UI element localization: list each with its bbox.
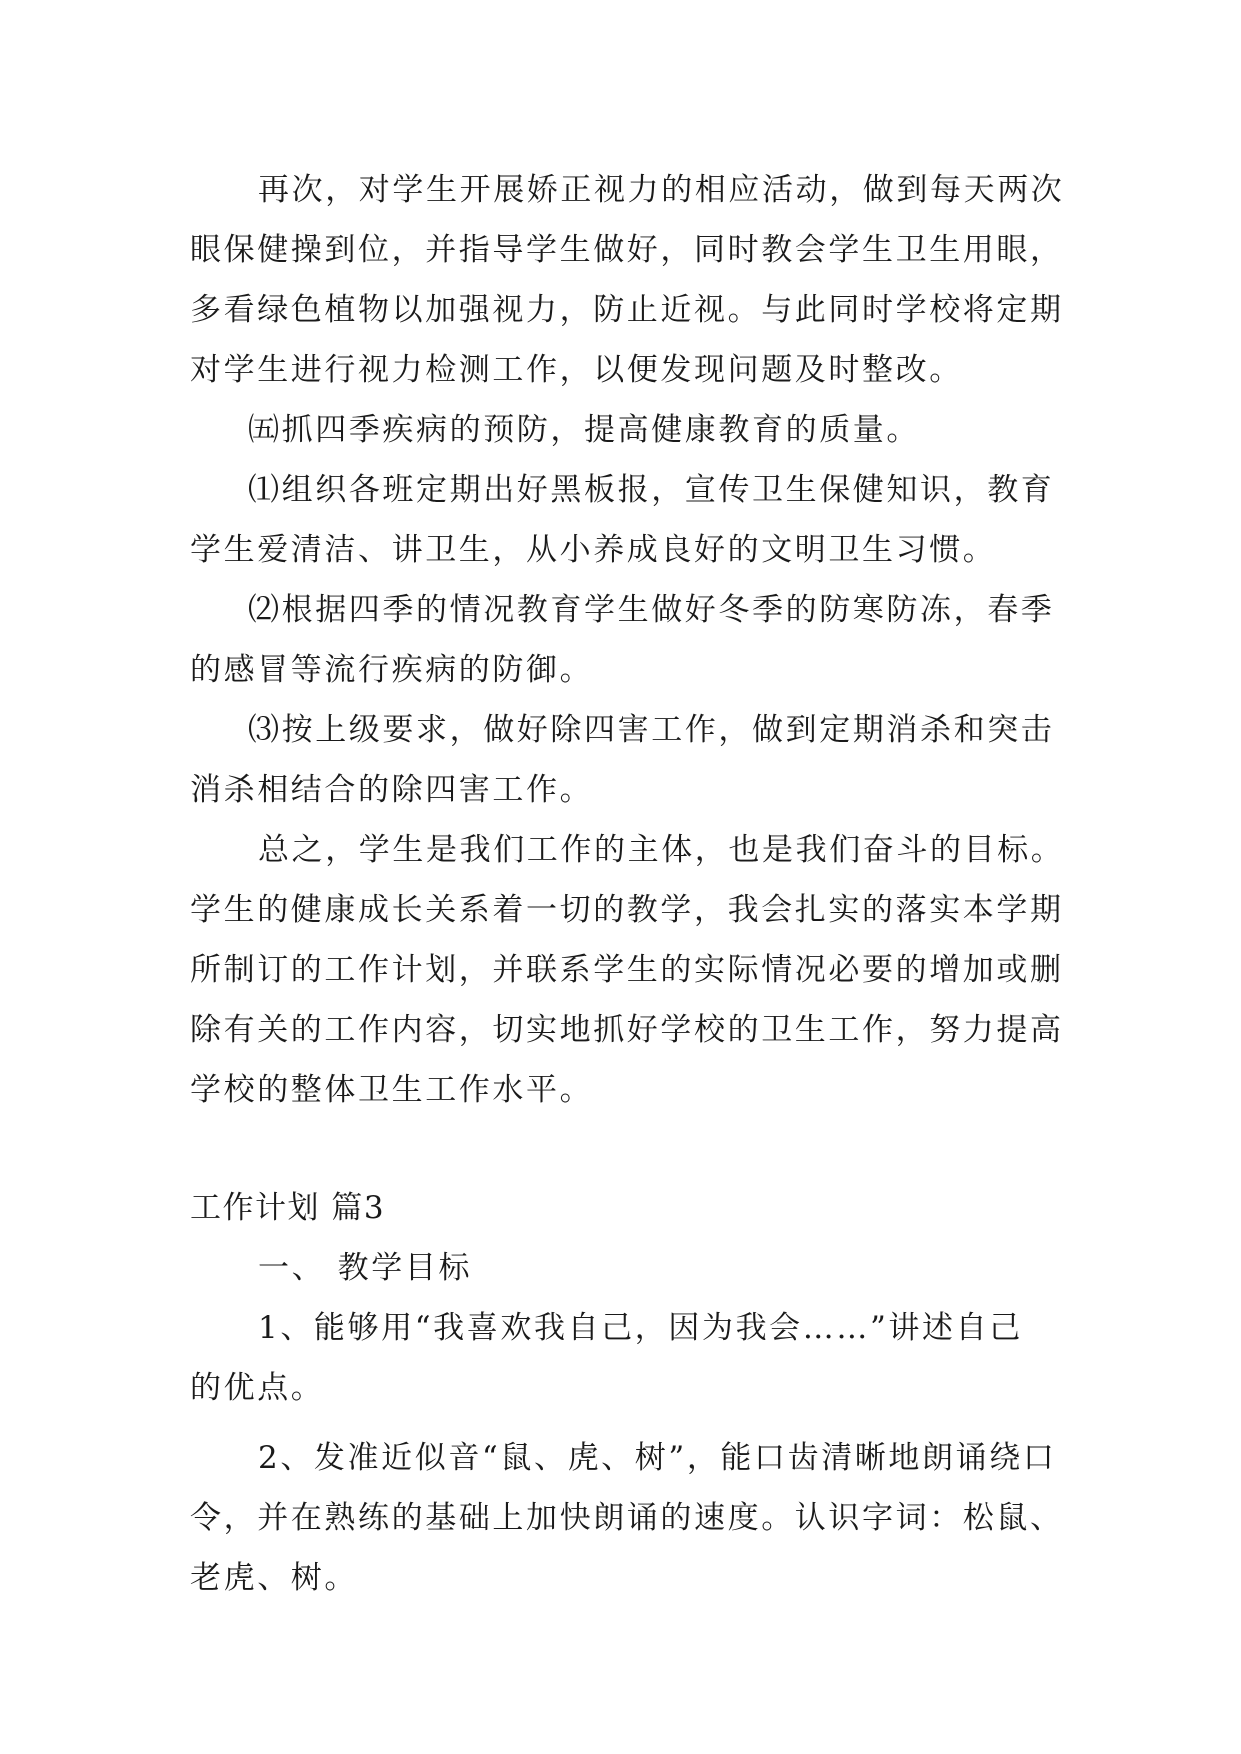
paragraph-line: 眼保健操到位，并指导学生做好，同时教会学生卫生用眼， — [190, 232, 1064, 268]
subheading: 一、 教学目标 — [258, 1250, 473, 1286]
list-heading-5: ㈤抓四季疾病的预防，提高健康教育的质量。 — [248, 412, 920, 448]
summary-line: 总之，学生是我们工作的主体，也是我们奋斗的目标。 — [258, 832, 1065, 868]
goal-item-1-line: 的优点。 — [190, 1370, 325, 1406]
goal-item-2-line: 老虎、树。 — [190, 1560, 358, 1596]
summary-line: 学校的整体卫生工作水平。 — [190, 1072, 594, 1108]
list-item-3-line: 消杀相结合的除四害工作。 — [190, 772, 594, 808]
list-item-1-line: ⑴组织各班定期出好黑板报，宣传卫生保健知识，教育 — [248, 472, 1055, 508]
section-heading: 工作计划 篇3 — [190, 1190, 386, 1226]
summary-line: 所制订的工作计划，并联系学生的实际情况必要的增加或删 — [190, 952, 1064, 988]
goal-item-1-line: 1、能够用“我喜欢我自己，因为我会……”讲述自己 — [258, 1310, 1023, 1346]
goal-item-2-line: 2、发准近似音“鼠、虎、树”，能口齿清晰地朗诵绕口 — [258, 1440, 1057, 1476]
summary-line: 除有关的工作内容，切实地抓好学校的卫生工作，努力提高 — [190, 1012, 1064, 1048]
summary-line: 学生的健康成长关系着一切的教学，我会扎实的落实本学期 — [190, 892, 1064, 928]
goal-item-2-line: 令，并在熟练的基础上加快朗诵的速度。认识字词：松鼠、 — [190, 1500, 1064, 1536]
paragraph-line: 多看绿色植物以加强视力，防止近视。与此同时学校将定期 — [190, 292, 1064, 328]
list-item-3-line: ⑶按上级要求，做好除四害工作，做到定期消杀和突击 — [248, 712, 1055, 748]
list-item-2-line: ⑵根据四季的情况教育学生做好冬季的防寒防冻，春季 — [248, 592, 1055, 628]
paragraph-line: 再次，对学生开展娇正视力的相应活动，做到每天两次 — [258, 172, 1065, 208]
list-item-1-line: 学生爱清洁、讲卫生，从小养成良好的文明卫生习惯。 — [190, 532, 997, 568]
list-item-2-line: 的感冒等流行疾病的防御。 — [190, 652, 594, 688]
paragraph-line: 对学生进行视力检测工作，以便发现问题及时整改。 — [190, 352, 963, 388]
